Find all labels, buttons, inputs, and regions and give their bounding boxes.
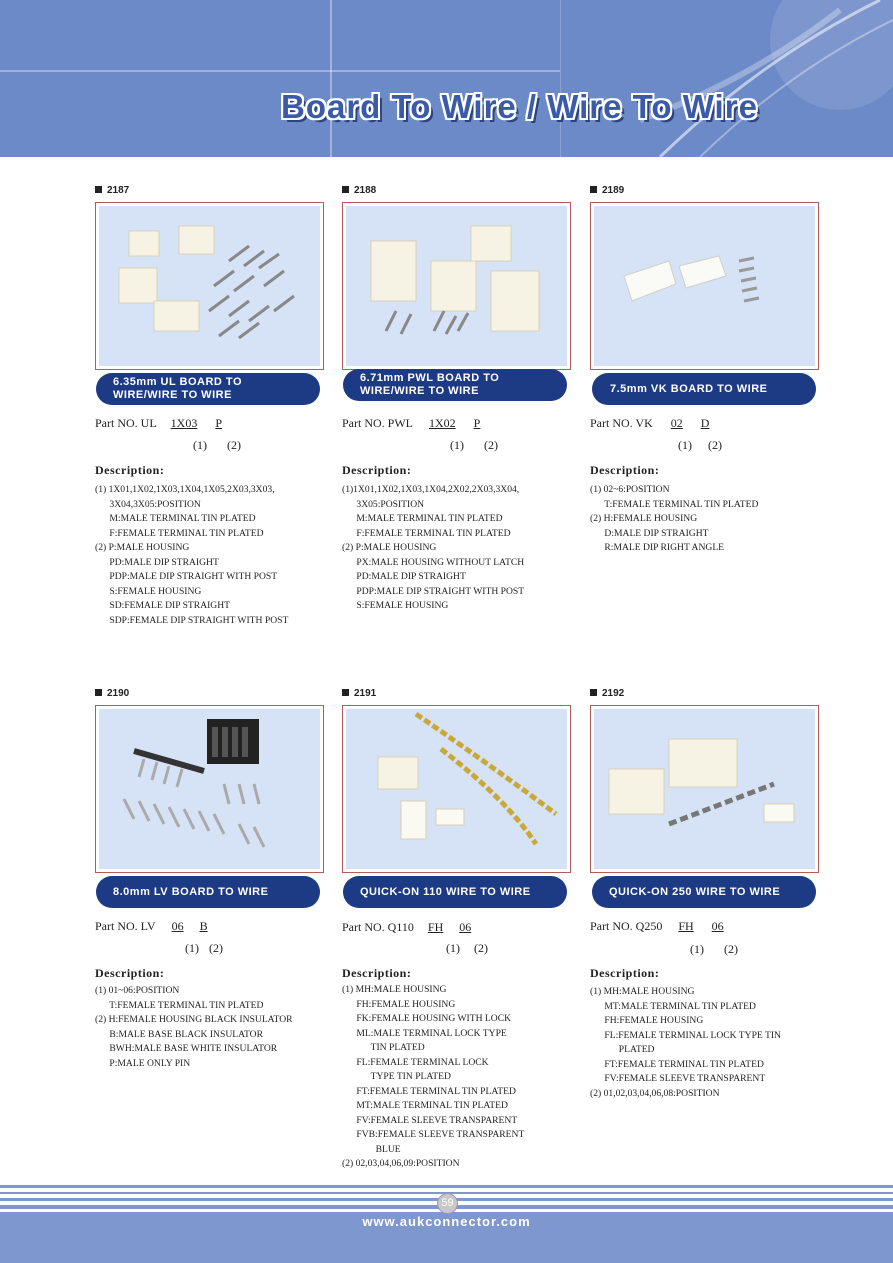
- connector-illustration: [346, 206, 567, 366]
- part-number: Part NO. Q110 FH 06: [342, 920, 472, 934]
- description-title: Description:: [342, 966, 412, 980]
- product-code: 2191: [342, 688, 376, 699]
- part-index: (1) (2): [185, 941, 223, 955]
- part-number: Part NO. VK 02 D: [590, 416, 710, 430]
- page-number: 59: [437, 1193, 458, 1214]
- product-banner: QUICK-ON 110 WIRE TO WIRE: [343, 876, 567, 908]
- product-banner: QUICK-ON 250 WIRE TO WIRE: [592, 876, 816, 908]
- description-title: Description:: [590, 463, 660, 477]
- website-url: www.aukconnector.com: [362, 1214, 531, 1229]
- part-number: Part NO. UL 1X03 P: [95, 416, 223, 430]
- description-text: (1) 01~06:POSITION T:FEMALE TERMINAL TIN PLATED (2) H:FEMALE HOUSING BLACK INSULATOR B:MALE BASE BLACK INSULATOR BWH:MALE BASE WHITE INSULATOR P:MALE ONLY PIN: [95, 985, 293, 1069]
- connector-illustration: [99, 709, 320, 869]
- description-title: Description:: [95, 463, 165, 477]
- part-index: (1) (2): [678, 438, 722, 452]
- description-text: (1) MH:MALE HOUSING MT:MALE TERMINAL TIN PLATED FH:FEMALE HOUSING FL:FEMALE TERMINAL LOCK TYPE TIN PLATED FT:FEMALE TERMINAL TIN PLATED FV:FEMALE SLEEVE TRANSPARENT (2) 01,02,03,04,06,08:POSITION: [590, 986, 781, 1099]
- product-photo: [95, 705, 324, 873]
- header-decoration: [640, 0, 893, 157]
- product-photo: [590, 202, 819, 370]
- description-title: Description:: [95, 966, 165, 980]
- product-banner: 8.0mm LV BOARD TO WIRE: [96, 876, 320, 908]
- product-banner: 7.5mm VK BOARD TO WIRE: [592, 373, 816, 405]
- description-text: (1) 02~6:POSITION T:FEMALE TERMINAL TIN PLATED (2) H:FEMALE HOUSING D:MALE DIP STRAIGHT R:MALE DIP RIGHT ANGLE: [590, 484, 759, 553]
- connector-illustration: [99, 206, 320, 366]
- connector-illustration: [594, 709, 815, 869]
- product-banner: 6.71mm PWL BOARD TO WIRE/WIRE TO WIRE: [343, 369, 567, 401]
- part-number: Part NO. Q250 FH 06: [590, 919, 724, 933]
- description-title: Description:: [342, 463, 412, 477]
- part-index: (1) (2): [193, 438, 241, 452]
- page-title: Board To Wire / Wire To Wire: [281, 88, 758, 125]
- description-text: (1)1X01,1X02,1X03,1X04,2X02,2X03,3X04, 3X05:POSITION M:MALE TERMINAL TIN PLATED F:FEMALE TERMINAL TIN PLATED (2) P:MALE HOUSING PX:MALE HOUSING WITHOUT LATCH PD:MALE DIP STRAIGHT PDP:MALE DIP STRAIGHT WITH POST S:FEMALE HOUSING: [342, 484, 525, 611]
- part-index: (1) (2): [446, 941, 488, 955]
- product-code: 2192: [590, 688, 624, 699]
- page-header: [0, 0, 893, 157]
- part-index: (1) (2): [690, 942, 738, 956]
- product-code: 2190: [95, 688, 129, 699]
- part-index: (1) (2): [450, 438, 498, 452]
- description-title: Description:: [590, 966, 660, 980]
- connector-illustration: [346, 709, 567, 869]
- connector-illustration: [594, 206, 815, 366]
- part-number: Part NO. PWL 1X02 P: [342, 416, 481, 430]
- product-banner: 6.35mm UL BOARD TO WIRE/WIRE TO WIRE: [96, 373, 320, 405]
- product-photo: [342, 705, 571, 873]
- product-photo: [590, 705, 819, 873]
- product-code: 2188: [342, 185, 376, 196]
- description-text: (1) MH:MALE HOUSING FH:FEMALE HOUSING FK:FEMALE HOUSING WITH LOCK ML:MALE TERMINAL LOCK TYPE TIN PLATED FL:FEMALE TERMINAL LOCK TYPE TIN PLATED FT:FEMALE TERMINAL TIN PLATED MT:MALE TERMINAL TIN PLATED FV:FEMALE SLEEVE TRANSPARENT FVB:FEMALE SLEEVE TRANSPARENT BLUE (2) 02,03,04,06,09:POSITION: [342, 984, 525, 1169]
- description-text: (1) 1X01,1X02,1X03,1X04,1X05,2X03,3X03, 3X04,3X05:POSITION M:MALE TERMINAL TIN PLATED F:FEMALE TERMINAL TIN PLATED (2) P:MALE HOUSING PD:MALE DIP STRAIGHT PDP:MALE DIP STRAIGHT WITH POST S:FEMALE HOUSING SD:FEMALE DIP STRAIGHT SDP:FEMALE DIP STRAIGHT WITH POST: [95, 484, 289, 626]
- product-code: 2189: [590, 185, 624, 196]
- product-photo: [95, 202, 324, 370]
- product-code: 2187: [95, 185, 129, 196]
- part-number: Part NO. LV 06 B: [95, 919, 208, 933]
- product-photo: [342, 202, 571, 370]
